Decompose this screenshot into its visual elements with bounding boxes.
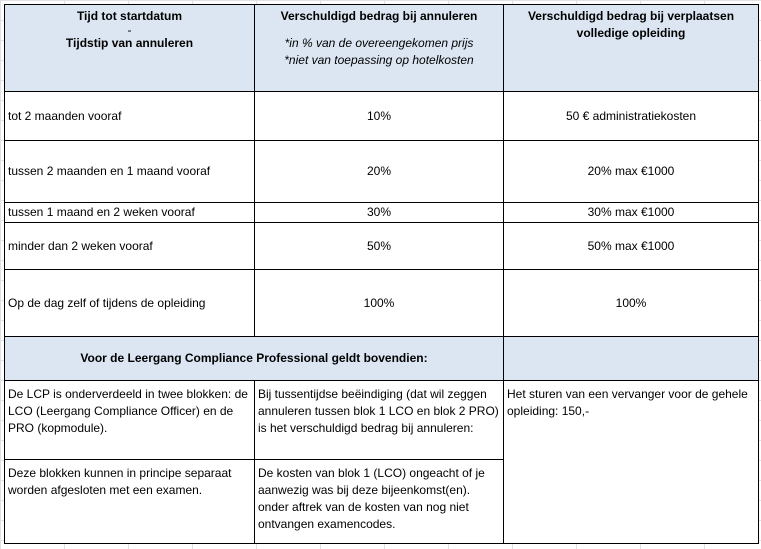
header-dash: -	[127, 23, 132, 37]
cancel-fee-cell[interactable]: 30%	[255, 203, 504, 223]
lcp-cost-cell[interactable]: De kosten van blok 1 (LCO) ongeacht of je aanwezig was bij deze bijeenkomst(en). onder aftrek van de kosten van nog niet ontvangen examencodes.	[255, 460, 504, 544]
move-fee-cell[interactable]: 50% max €1000	[504, 223, 759, 270]
header-time-label: Tijd tot startdatum	[76, 9, 183, 23]
header-moment-label: Tijdstip van annuleren	[65, 36, 194, 50]
header-cancel-title: Verschuldigd bedrag bij annuleren	[280, 9, 478, 23]
period-cell[interactable]: minder dan 2 weken vooraf	[5, 223, 255, 270]
cancel-fee-cell[interactable]: 100%	[255, 270, 504, 337]
move-fee-cell[interactable]: 30% max €1000	[504, 203, 759, 223]
cancel-fee-cell[interactable]: 50%	[255, 223, 504, 270]
header-move-cell[interactable]	[504, 5, 759, 92]
lcp-row	[5, 381, 759, 460]
lcp-structure-cell[interactable]: De LCP is onderverdeeld in twee blokken: de LCO (Leergang Compliance Officer) en de PRO (kopmodule).	[5, 381, 255, 460]
lcp-heading-empty-cell[interactable]	[504, 337, 759, 381]
lcp-exam-cell[interactable]: Deze blokken kunnen in principe separaat worden afgesloten met een examen.	[5, 460, 255, 544]
table-row	[5, 203, 759, 223]
header-move-title: Verschuldigd bedrag bij verplaatsen volledige opleiding	[527, 9, 735, 40]
cancellation-table	[4, 4, 759, 544]
lcp-replacement-cell[interactable]: Het sturen van een vervanger voor de gehele opleiding: 150,-	[504, 381, 759, 544]
header-time-cell[interactable]	[5, 5, 255, 92]
table-row	[5, 270, 759, 337]
table-row	[5, 141, 759, 203]
header-row	[5, 5, 759, 92]
period-cell[interactable]: tot 2 maanden vooraf	[5, 92, 255, 141]
header-cancel-note-1: *in % van de overeengekomen prijs	[284, 36, 474, 50]
table-row	[5, 223, 759, 270]
lcp-heading-cell[interactable]: Voor de Leergang Compliance Professional geldt bovendien:	[5, 337, 504, 381]
header-cancel-cell[interactable]	[255, 5, 504, 92]
move-fee-cell[interactable]: 100%	[504, 270, 759, 337]
period-cell[interactable]: Op de dag zelf of tijdens de opleiding	[5, 270, 255, 337]
cancel-fee-cell[interactable]: 20%	[255, 141, 504, 203]
header-cancel-note-2: *niet van toepassing op hotelkosten	[284, 53, 474, 67]
move-fee-cell[interactable]: 20% max €1000	[504, 141, 759, 203]
lcp-interim-cell[interactable]: Bij tussentijdse beëindiging (dat wil zeggen annuleren tussen blok 1 LCO en blok 2 PRO) is het verschuldigd bedrag bij annuleren:	[255, 381, 504, 460]
lcp-heading-row	[5, 337, 759, 381]
table-row	[5, 92, 759, 141]
move-fee-cell[interactable]: 50 € administratiekosten	[504, 92, 759, 141]
period-cell[interactable]: tussen 2 maanden en 1 maand vooraf	[5, 141, 255, 203]
period-cell[interactable]: tussen 1 maand en 2 weken vooraf	[5, 203, 255, 223]
cancel-fee-cell[interactable]: 10%	[255, 92, 504, 141]
